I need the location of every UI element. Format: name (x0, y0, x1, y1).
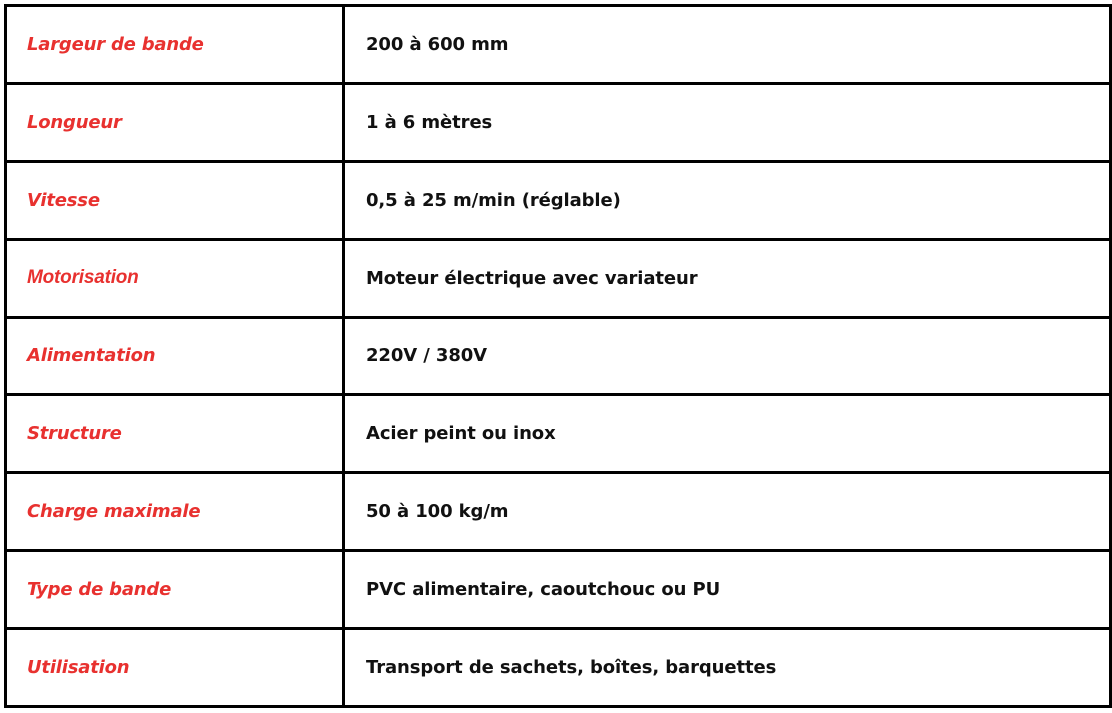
table-row (6, 395, 1111, 473)
spec-value-cell (344, 161, 1111, 239)
spec-label-cell (6, 473, 344, 551)
spec-value-cell (344, 551, 1111, 629)
spec-value: Transport de sachets, boîtes, barquettes (366, 657, 777, 678)
spec-label-cell (6, 395, 344, 473)
spec-label: Largeur de bande (27, 33, 204, 55)
spec-value: 200 à 600 mm (366, 33, 509, 55)
spec-label-cell (6, 629, 344, 707)
table-row (6, 161, 1111, 239)
table-row (6, 629, 1111, 707)
spec-value-cell (344, 629, 1111, 707)
spec-value: PVC alimentaire, caoutchouc ou PU (366, 579, 721, 601)
spec-label-cell (6, 317, 344, 395)
spec-value: 0,5 à 25 m/min (réglable) (366, 189, 621, 211)
spec-label: Structure (27, 423, 122, 445)
spec-value: Moteur électrique avec variateur (366, 267, 698, 289)
table-row (6, 83, 1111, 161)
spec-value-cell (344, 473, 1111, 551)
spec-table (4, 4, 1112, 708)
table-row (6, 6, 1111, 84)
spec-label: Longueur (27, 111, 122, 133)
spec-label-cell (6, 551, 344, 629)
table-row (6, 317, 1111, 395)
table-row (6, 551, 1111, 629)
table-row (6, 473, 1111, 551)
spec-label: Vitesse (27, 189, 100, 211)
spec-label-cell (6, 6, 344, 84)
spec-value-cell (344, 6, 1111, 84)
spec-value: 50 à 100 kg/m (366, 501, 509, 523)
spec-value-cell (344, 317, 1111, 395)
spec-label-cell (6, 161, 344, 239)
spec-value-cell (344, 239, 1111, 317)
table-row (6, 239, 1111, 317)
spec-label-cell (6, 83, 344, 161)
spec-value: 1 à 6 mètres (366, 111, 493, 133)
spec-label-cell (6, 239, 344, 317)
spec-value-cell (344, 83, 1111, 161)
spec-label: Alimentation (27, 345, 156, 367)
spec-value-cell (344, 395, 1111, 473)
spec-label: Charge maximale (27, 501, 201, 523)
spec-label: Motorisation (27, 267, 139, 289)
spec-label: Utilisation (27, 657, 130, 678)
spec-value: 220V / 380V (366, 345, 488, 367)
spec-value: Acier peint ou inox (366, 423, 556, 445)
spec-label: Type de bande (27, 579, 172, 601)
